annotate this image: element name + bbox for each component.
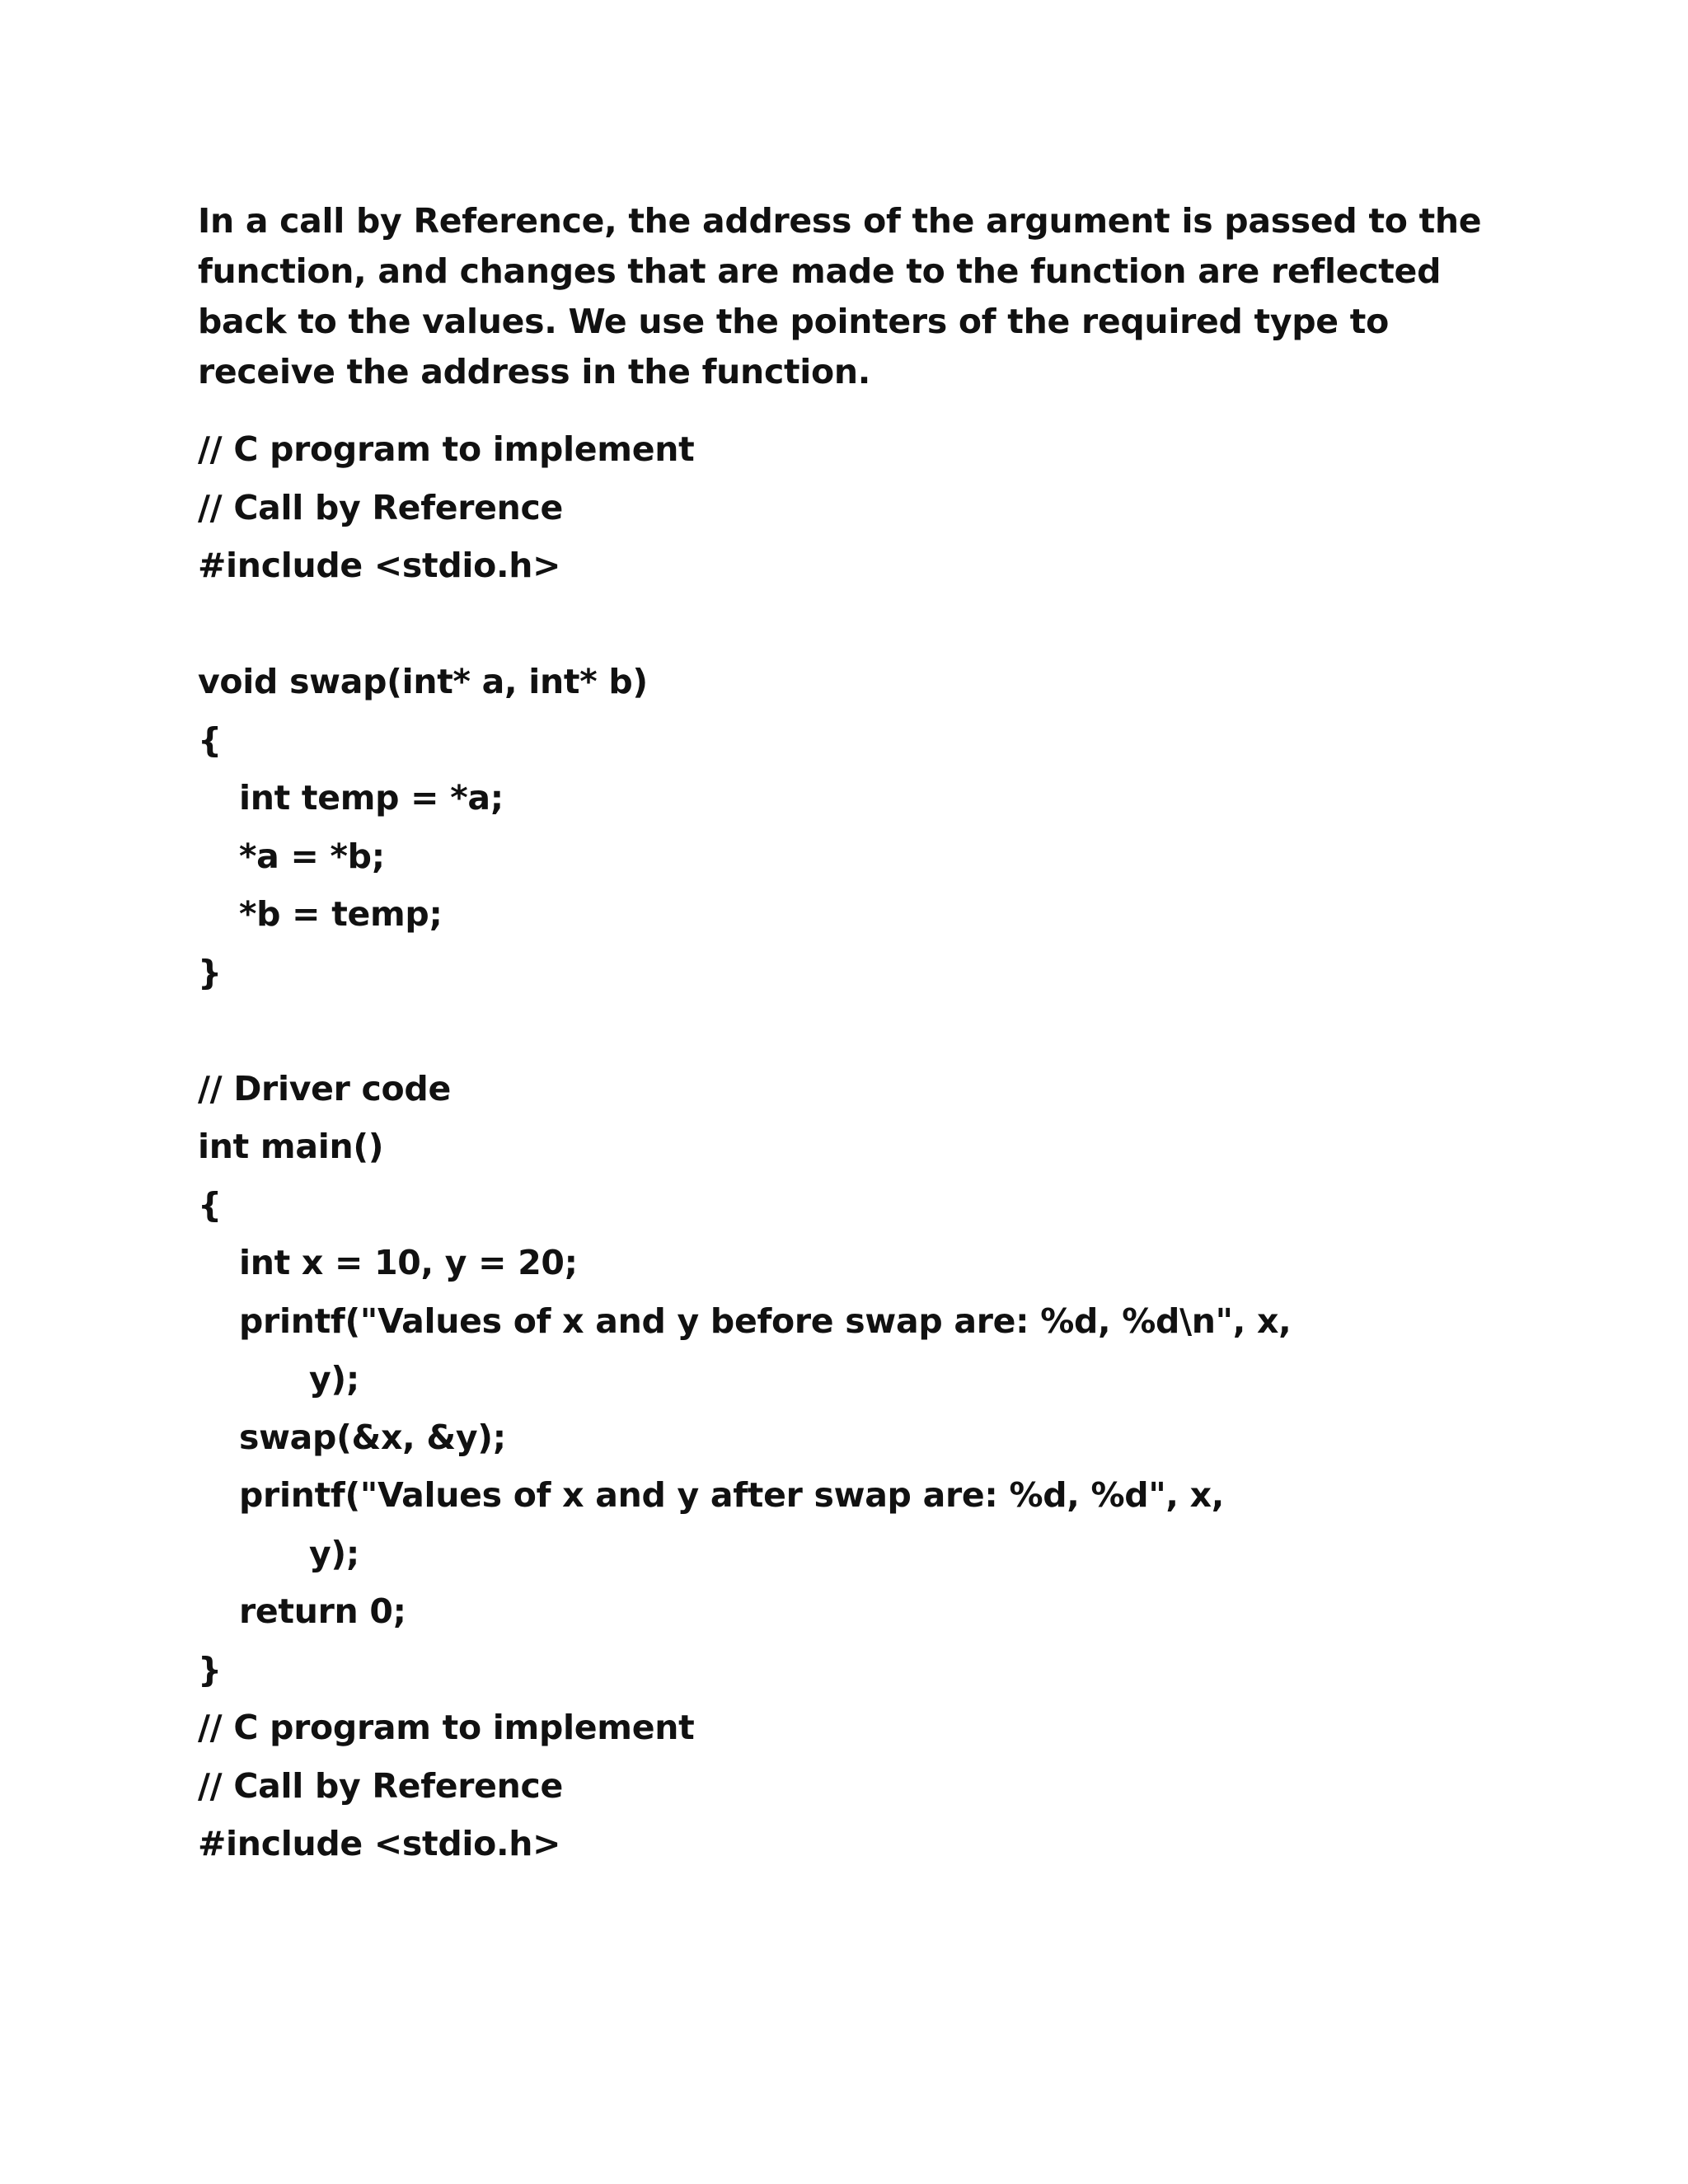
code-line: #include <stdio.h> [198, 1824, 561, 1863]
code-line: swap(&x, &y); [239, 1417, 506, 1457]
code-line: printf("Values of x and y before swap are: %d, %d\n", x, [239, 1301, 1292, 1341]
code-line: // Call by Reference [198, 1765, 564, 1806]
code-line: { [198, 1184, 222, 1225]
code-line: return 0; [239, 1591, 406, 1631]
code-line: #include <stdio.h> [198, 546, 561, 585]
code-line-blank [198, 595, 1517, 654]
code-line-continuation: y); [309, 1359, 359, 1399]
code-line-blank [198, 1001, 1517, 1060]
code-line: int temp = *a; [239, 778, 504, 818]
code-line: printf("Values of x and y after swap are: %d, %d", x, [239, 1475, 1225, 1515]
code-line: // Call by Reference [198, 487, 564, 527]
code-line-continuation: y); [309, 1533, 359, 1573]
code-line: *a = *b; [239, 836, 385, 876]
code-line: // C program to implement [198, 429, 695, 469]
code-line: *b = temp; [239, 894, 443, 934]
intro-paragraph: In a call by Reference, the address of the argument is passed to the function, and changes that are made to the function are reflected back to the values. We use the pointers of the required type to receive the address in the function. [198, 201, 1482, 391]
code-line: } [198, 952, 222, 992]
code-line: int main() [198, 1127, 384, 1166]
code-line: } [198, 1649, 222, 1690]
code-line: // C program to implement [198, 1708, 695, 1747]
code-block [198, 420, 1517, 1873]
code-line: { [198, 719, 222, 760]
code-line: // Driver code [198, 1068, 451, 1108]
code-line: void swap(int* a, int* b) [198, 662, 648, 701]
code-line: int x = 10, y = 20; [239, 1243, 578, 1282]
